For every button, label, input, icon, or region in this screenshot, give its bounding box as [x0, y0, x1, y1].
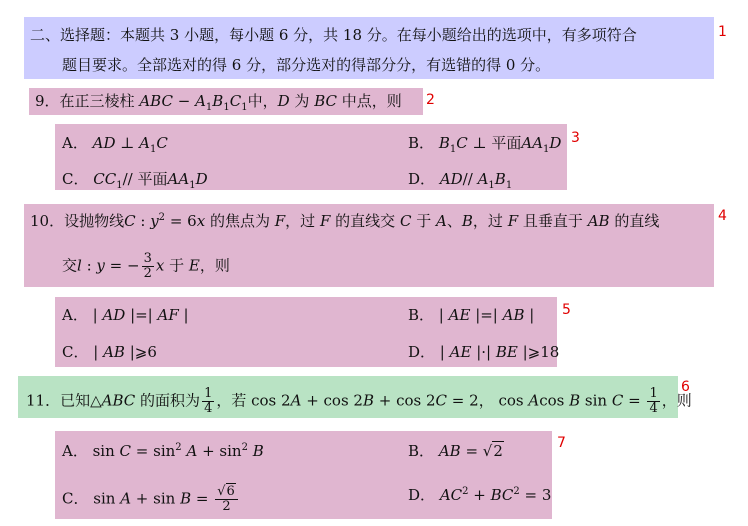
q11-stem: 11．已知△ABC 的面积为 $\frac{1}{4}$ ，若 cos 2A + cos 2B + cos 2C = 2， cos Acos B sin C = $\frac{1}{4}$ ，则 [26, 386, 692, 416]
section-line-1: 二、选择题：本题共 3 小题，每小题 6 分，共 18 分。在每小题给出的选项中，有多项符合 [30, 26, 637, 44]
region-label-5: 5 [562, 302, 571, 318]
q11-option-d: D． $AC^2 + BC^2 = 3$ [408, 486, 552, 504]
q9-option-a: A． AD ⊥ $A_1C$ [62, 134, 168, 155]
q10-stem-line-1: 10．设抛物线C : $y^2 = 6x$ 的焦点为 F，过 F 的直线交 C 于 A、B，过 F 且垂直于 AB 的直线 [30, 212, 660, 230]
section-line-2: 题目要求。全部选对的得 6 分，部分选对的得部分分，有选错的得 0 分。 [62, 56, 551, 74]
q11-option-b: B． AB = √2 [408, 442, 503, 460]
q9-option-d: D． AD// $A_1B_1$ [408, 170, 513, 191]
region-label-7: 7 [557, 435, 566, 451]
q10-option-a: A． | AD |=| AF | [62, 306, 189, 324]
region-label-6: 6 [681, 379, 690, 395]
region-label-4: 4 [718, 208, 727, 224]
region-label-2: 2 [426, 92, 435, 108]
q10-option-c: C． | AB |⩾6 [62, 343, 157, 361]
q10-stem-line-2: 交l : y = − $\frac{3}{2}$ x 于 E，则 [62, 251, 230, 281]
q10-option-b: B． | AE |=| AB | [408, 306, 535, 324]
q9-option-c: C． $CC_1//$ 平面$AA_1D$ [62, 170, 208, 191]
q11-option-a: A． $\sin C = \sin^2 A + \sin^2 B$ [62, 442, 264, 460]
q9-option-b: B． $B_1C$ ⊥ 平面$AA_1D$ [408, 134, 562, 155]
region-label-3: 3 [571, 130, 580, 146]
region-label-1: 1 [718, 24, 727, 40]
q10-option-d: D． | AE |·| BE |⩾18 [408, 343, 560, 361]
q11-option-c: C． sin A + sin B = $\frac{√6}{2}$ [62, 485, 240, 514]
q9-stem: 9．在正三棱柱 ABC − $A_1B_1C_1$中，D 为 BC 中点，则 [35, 92, 402, 113]
